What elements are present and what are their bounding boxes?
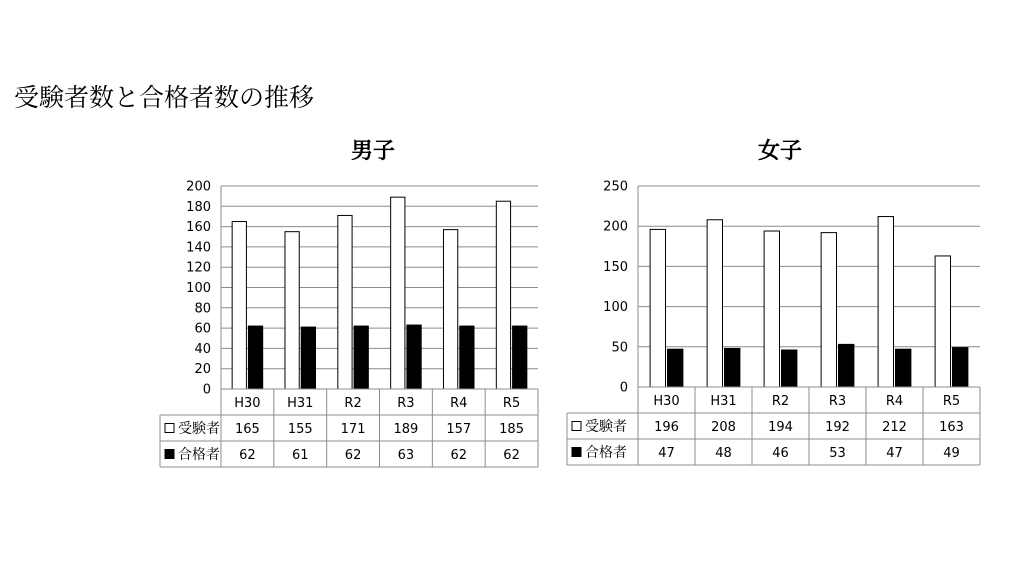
- chart-male-ytick-label: 160: [186, 220, 211, 236]
- chart-female-bar-examinees: [650, 229, 665, 387]
- chart-male-category-label: H30: [234, 396, 261, 411]
- chart-male-ytick-label: 60: [194, 321, 211, 337]
- chart-male-bar-examinees: [496, 201, 510, 389]
- chart-female-ytick-label: 200: [603, 219, 628, 235]
- chart-female-bar-passed: [668, 349, 683, 387]
- chart-male-category-label: R4: [450, 396, 468, 411]
- chart-female-data-label-examinees: 212: [882, 420, 907, 435]
- chart-male-ytick-label: 20: [194, 362, 211, 378]
- chart-female-bar-passed: [896, 349, 911, 387]
- chart-female-ytick-label: 0: [619, 380, 628, 396]
- chart-male-data-label-passed: 61: [291, 448, 309, 463]
- chart-female-bar-examinees: [764, 231, 779, 387]
- chart-male-bar-examinees: [391, 197, 405, 389]
- chart-female-data-label-examinees: 196: [654, 420, 679, 435]
- chart-male-data-label-examinees: 185: [499, 422, 524, 437]
- chart-male-category-label: R2: [344, 396, 362, 411]
- chart-male-legend-marker-passed: [165, 450, 174, 459]
- chart-male-category-label: H31: [287, 396, 314, 411]
- chart-male-data-label-examinees: 171: [340, 422, 366, 437]
- chart-male-ytick-label: 100: [186, 281, 211, 296]
- chart-female: [565, 128, 995, 478]
- chart-female-category-label: R2: [771, 394, 790, 409]
- chart-female-category-label: H30: [653, 394, 680, 409]
- chart-female-bar-examinees: [878, 217, 893, 387]
- chart-female-data-label-passed: 53: [829, 446, 846, 461]
- chart-female-category-label: H31: [710, 394, 737, 409]
- chart-male-data-label-passed: 63: [397, 448, 415, 463]
- chart-male-ytick-label: 140: [186, 240, 211, 256]
- chart-female-data-label-examinees: 163: [939, 420, 964, 435]
- chart-male-ytick-label: 80: [194, 301, 211, 317]
- chart-male-data-label-examinees: 155: [287, 422, 313, 437]
- chart-female-data-label-passed: 47: [658, 446, 675, 461]
- chart-female-legend-marker-examinees: [572, 422, 581, 431]
- chart-male: [158, 128, 588, 478]
- chart-male-data-label-passed: 62: [239, 448, 256, 463]
- chart-female-bar-examinees: [707, 220, 722, 387]
- chart-male-ytick-label: 200: [186, 179, 211, 195]
- chart-title-female: 女子: [757, 139, 802, 164]
- chart-female-series-label: 合格者: [585, 445, 627, 461]
- chart-male-bar-passed: [301, 327, 315, 389]
- chart-male-data-label-examinees: 157: [446, 422, 472, 437]
- chart-male-data-label-passed: 62: [344, 448, 362, 463]
- chart-female-category-label: R5: [942, 394, 961, 409]
- chart-female-data-label-passed: 46: [772, 446, 789, 461]
- chart-male-bar-passed: [460, 326, 474, 389]
- chart-male-bar-passed: [248, 326, 262, 389]
- chart-male-data-label-passed: 62: [503, 448, 520, 463]
- chart-male-bar-passed: [354, 326, 368, 389]
- chart-male-ytick-label: 0: [202, 382, 211, 398]
- chart-female-data-label-examinees: 208: [711, 420, 736, 435]
- chart-female-series-label: 受験者: [585, 419, 627, 435]
- chart-female-bar-examinees: [821, 233, 836, 387]
- chart-female-legend-marker-passed: [572, 448, 581, 457]
- chart-female-bar-passed: [839, 344, 854, 387]
- chart-female-bar-passed: [782, 350, 797, 387]
- chart-male-ytick-label: 120: [186, 260, 211, 276]
- chart-male-legend-marker-examinees: [165, 424, 174, 433]
- chart-female-bar-passed: [953, 348, 968, 387]
- chart-male-data-label-passed: 62: [450, 448, 468, 463]
- chart-male-bar-examinees: [232, 222, 246, 389]
- chart-male-ytick-label: 180: [186, 199, 211, 215]
- chart-female-data-label-passed: 49: [943, 446, 960, 461]
- chart-male-category-label: R3: [397, 396, 415, 411]
- chart-male-series-label: 受験者: [178, 421, 220, 437]
- chart-male-bar-passed: [407, 325, 421, 389]
- chart-female-ytick-label: 50: [611, 340, 628, 356]
- chart-female-data-label-passed: 47: [886, 446, 903, 461]
- chart-female-bar-examinees: [935, 256, 950, 387]
- chart-male-svg: [158, 128, 588, 478]
- chart-male-bar-passed: [513, 326, 527, 389]
- chart-female-category-label: R4: [885, 394, 904, 409]
- chart-male-ytick-label: 40: [194, 341, 211, 357]
- chart-female-svg: [565, 128, 995, 478]
- chart-female-data-label-passed: 48: [715, 446, 732, 461]
- chart-female-data-label-examinees: 194: [768, 420, 793, 435]
- chart-male-bar-examinees: [338, 215, 352, 389]
- page-title: 受験者数と合格者数の推移: [14, 83, 315, 112]
- chart-female-category-label: R3: [828, 394, 847, 409]
- chart-male-series-label: 合格者: [178, 447, 220, 463]
- chart-male-bar-examinees: [285, 232, 299, 389]
- chart-title-male: 男子: [350, 139, 395, 164]
- chart-female-bar-passed: [725, 348, 740, 387]
- chart-female-ytick-label: 100: [603, 300, 628, 316]
- chart-male-data-label-examinees: 189: [393, 422, 419, 437]
- chart-male-category-label: R5: [502, 396, 521, 411]
- chart-male-data-label-examinees: 165: [235, 422, 260, 437]
- chart-male-bar-examinees: [443, 230, 457, 389]
- chart-female-ytick-label: 150: [603, 259, 628, 275]
- chart-female-ytick-label: 250: [603, 179, 628, 195]
- chart-female-data-label-examinees: 192: [825, 420, 850, 435]
